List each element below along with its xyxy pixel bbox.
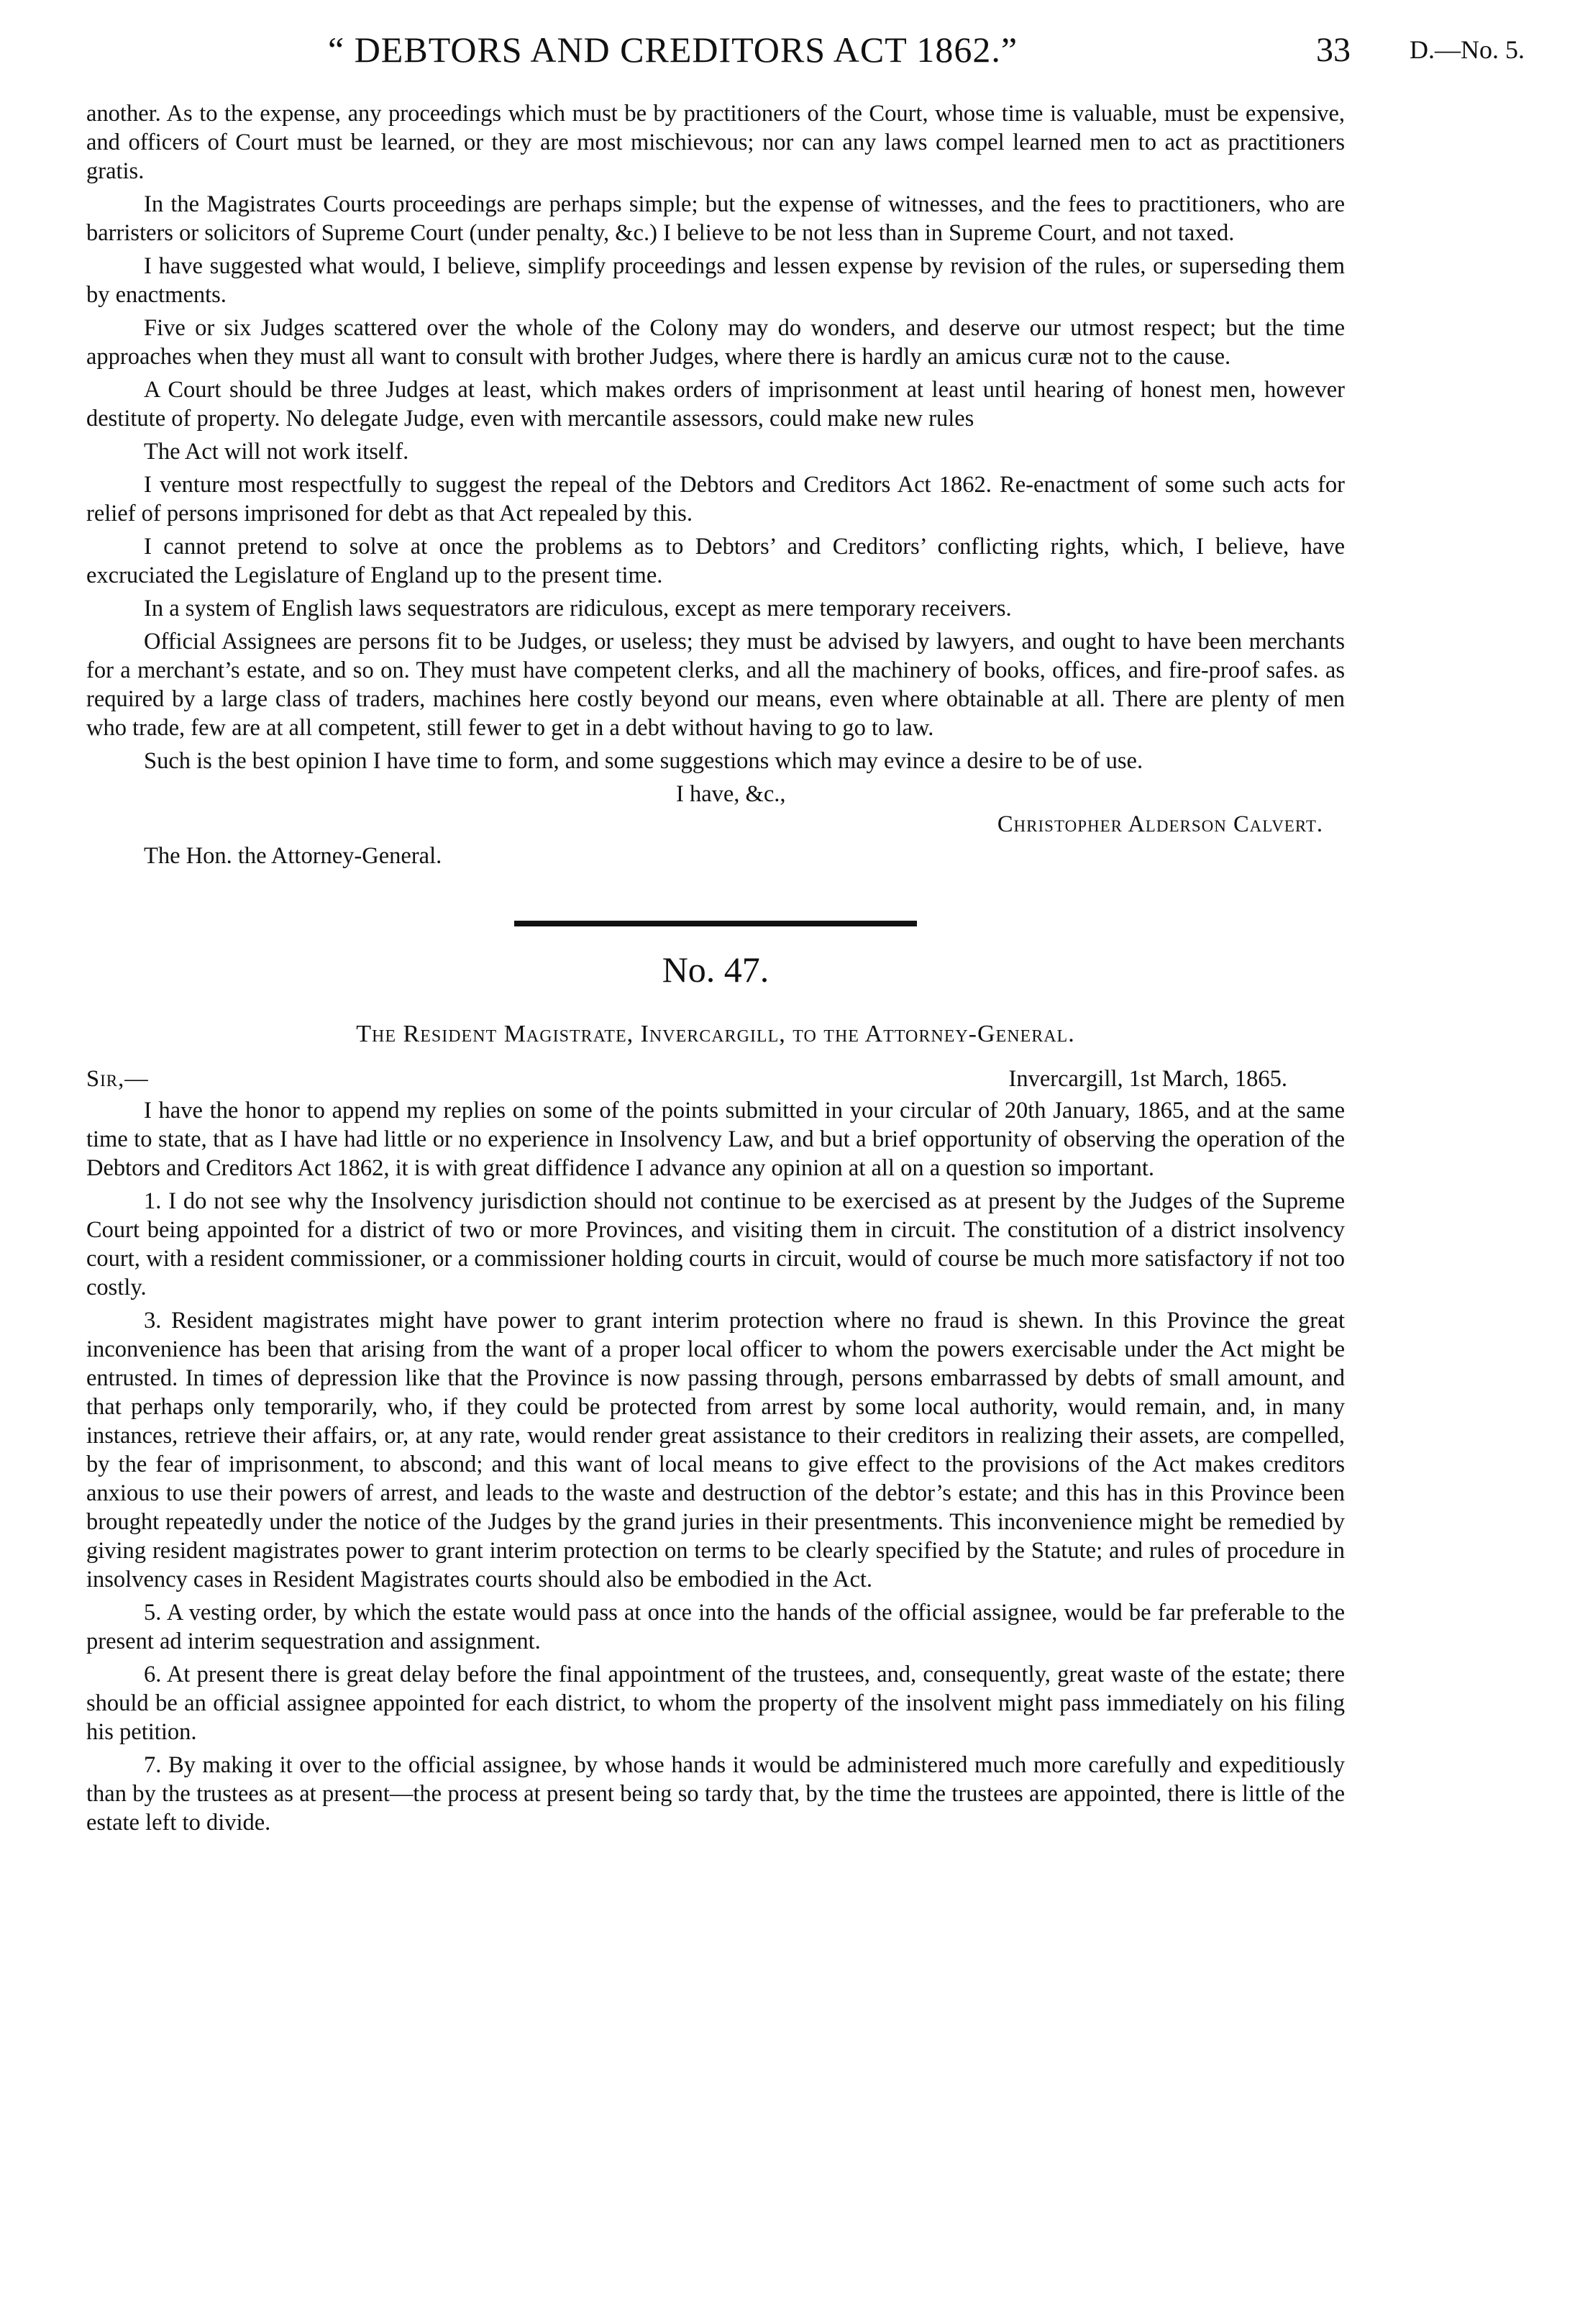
- running-title: “ DEBTORS AND CREDITORS ACT 1862.”: [328, 29, 1018, 70]
- addressee: The Hon. the Attorney-General.: [144, 843, 442, 869]
- section-divider: [514, 921, 917, 926]
- paragraph: 7. By making it over to the official assignee, by whose hands it would be administered much more carefully and expeditiously than by the trustees as at present—the process at present being so tardy that, by the time the trustees are appointed, there is little of the estate left to divide.: [86, 1752, 1345, 1836]
- paragraph: Such is the best opinion I have time to form, and some suggestions which may evince a desire to be of use.: [144, 748, 1143, 774]
- paragraph: I have suggested what would, I believe, simplify proceedings and lessen expense by revision of the rules, or superseding them by enactments.: [86, 253, 1345, 308]
- paragraph: Five or six Judges scattered over the whole of the Colony may do wonders, and deserve our utmost respect; but the time approaches when they must all want to consult with brother Judges, where there is hardly an amicus curæ not to the cause.: [86, 315, 1345, 370]
- dateline: Invercargill, 1st March, 1865.: [1008, 1066, 1287, 1092]
- paragraph: 6. At present there is great delay before the final appointment of the trustees, and, consequently, great waste of the estate; there should be an official assignee appointed for each district, to whom the property of the insolvent might pass immediately on his filing his petition.: [86, 1662, 1345, 1745]
- paragraph: 3. Resident magistrates might have power to grant interim protection where no fraud is shewn. In this Province the great inconvenience has been that arising from the want of a proper local officer to whom the powers exercisable under the Act might be entrusted. In times of depression like that the Province is now passing through, persons embarrassed by debts of small amount, and that perhaps only temporarily, who, if they could be protected from arrest by some local authority, would remain, and, in many instances, retrieve their affairs, or, at any rate, would render great assistance to their creditors in realizing their assets, are compelled, by the fear of imprisonment, to abscond; and this want of local means to give effect to the provisions of the Act makes creditors anxious to use their powers of arrest, and leads to the waste and destruction of the debtor’s estate; and this has in this Province been brought repeatedly under the notice of the Judges by the grand juries in their presentments. This inconvenience might be remedied by giving resident magistrates power to grant interim protection on terms to be clearly specified by the Statute; and rules of procedure in insolvency cases in Resident Magistrates courts should also be embodied in the Act.: [86, 1308, 1345, 1592]
- paragraph: In the Magistrates Courts proceedings are perhaps simple; but the expense of witnesses, and the fees to practitioners, who are barristers or solicitors of Supreme Court (under penalty, &c.) I believe to be not less than in Supreme Court, and not taxed.: [86, 191, 1345, 246]
- page-number: 33: [1316, 31, 1351, 69]
- paragraph: 1. I do not see why the Insolvency jurisdiction should not continue to be exercised as at present by the Judges of the Supreme Court being appointed for a district of two or more Provinces, and visiting them in circuit. The constitution of a district insolvency court, with a resident commissioner, or a commissioner holding courts in circuit, would of course be much more satisfactory if not too costly.: [86, 1188, 1345, 1300]
- paragraph: I have the honor to append my replies on some of the points submitted in your circular of 20th January, 1865, and at the same time to state, that as I have had little or no experience in Insolvency Law, and but a brief opportunity of observing the operation of the Debtors and Creditors Act 1862, it is with great diffidence I advance any opinion at all on a question so important.: [86, 1098, 1345, 1181]
- letter-number: No. 47.: [662, 949, 770, 990]
- signature: Christopher Alderson Calvert.: [997, 811, 1323, 837]
- document-reference: D.—No. 5.: [1410, 35, 1525, 64]
- paragraph: In a system of English laws sequestrators are ridiculous, except as mere temporary receivers.: [144, 596, 1012, 621]
- letter-heading: The Resident Magistrate, Invercargill, to the Attorney-General.: [356, 1021, 1075, 1047]
- letter-closing: I have, &c.,: [676, 781, 786, 807]
- paragraph: another. As to the expense, any proceedings which must be by practitioners of the Court, whose time is valuable, must be expensive, and officers of Court must be learned, or they are most mischievous; nor can any laws compel learned men to act as practitioners gratis.: [86, 101, 1345, 184]
- paragraph: Official Assignees are persons fit to be Judges, or useless; they must be advised by lawyers, and ought to have been merchants for a merchant’s estate, and so on. They must have competent clerks, and all the machinery of books, offices, and fire-proof safes. as required by a large class of traders, machines here costly beyond our means, even where obtainable at all. There are plenty of men who trade, few are at all competent, still fewer to get in a debt without having to go to law.: [86, 629, 1345, 741]
- paragraph: The Act will not work itself.: [144, 439, 409, 465]
- paragraph: I venture most respectfully to suggest the repeal of the Debtors and Creditors Act 1862. Re-enactment of some such acts for relief of persons imprisoned for debt as that Act repealed by this.: [86, 472, 1345, 527]
- salutation: Sir,—: [86, 1066, 149, 1092]
- paragraph: I cannot pretend to solve at once the problems as to Debtors’ and Creditors’ conflicting rights, which, I believe, have excruciated the Legislature of England up to the present time.: [86, 534, 1345, 588]
- paragraph: 5. A vesting order, by which the estate would pass at once into the hands of the official assignee, would be far preferable to the present ad interim sequestration and assignment.: [86, 1600, 1345, 1654]
- salutation-row: [86, 1065, 1345, 1093]
- paragraph: A Court should be three Judges at least, which makes orders of imprisonment at least until hearing of honest men, however destitute of property. No delegate Judge, even with mercantile assessors, could make new rules: [86, 377, 1345, 432]
- page-header: [0, 29, 1580, 86]
- document-body: [86, 99, 1345, 1841]
